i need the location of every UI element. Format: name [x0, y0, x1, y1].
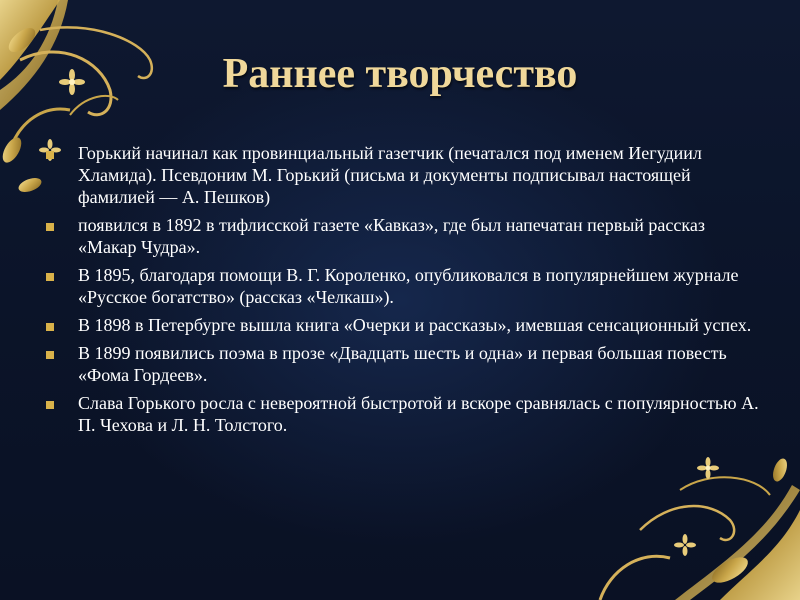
list-item — [46, 142, 766, 208]
bullet-text: Слава Горького росла с невероятной быстротой и вскоре сравнялась с популярностью А. П. Чехова и Л. Н. Толстого. — [78, 393, 759, 435]
list-item — [46, 392, 766, 436]
list-item — [46, 264, 766, 308]
square-bullet-icon — [46, 351, 54, 359]
bullet-text: В 1899 появились поэма в прозе «Двадцать шесть и одна» и первая большая повесть «Фома Гордеев». — [78, 343, 727, 385]
floral-ornament-bottom-right-icon — [580, 450, 800, 600]
square-bullet-icon — [46, 401, 54, 409]
bullet-text: В 1898 в Петербурге вышла книга «Очерки и рассказы», имевшая сенсационный успех. — [78, 315, 752, 335]
square-bullet-icon — [46, 273, 54, 281]
list-item — [46, 342, 766, 386]
bullet-text: В 1895, благодаря помощи В. Г. Короленко, опубликовался в популярнейшем журнале «Русское богатство» (рассказ «Челкаш»). — [78, 265, 739, 307]
bullet-text: появился в 1892 в тифлисской газете «Кавказ», где был напечатан первый рассказ «Макар Чудра». — [78, 215, 705, 257]
bullet-list — [46, 142, 766, 442]
list-item — [46, 314, 766, 336]
list-item — [46, 214, 766, 258]
slide-title: Раннее творчество — [222, 51, 578, 97]
square-bullet-icon — [46, 223, 54, 231]
square-bullet-icon — [46, 323, 54, 331]
square-bullet-icon — [46, 151, 54, 159]
bullet-text: Горький начинал как провинциальный газетчик (печатался под именем Иегудиил Хламида). Псевдоним М. Горький (письма и документы подписывал настоящей фамилией — А. Пешков) — [78, 143, 702, 207]
